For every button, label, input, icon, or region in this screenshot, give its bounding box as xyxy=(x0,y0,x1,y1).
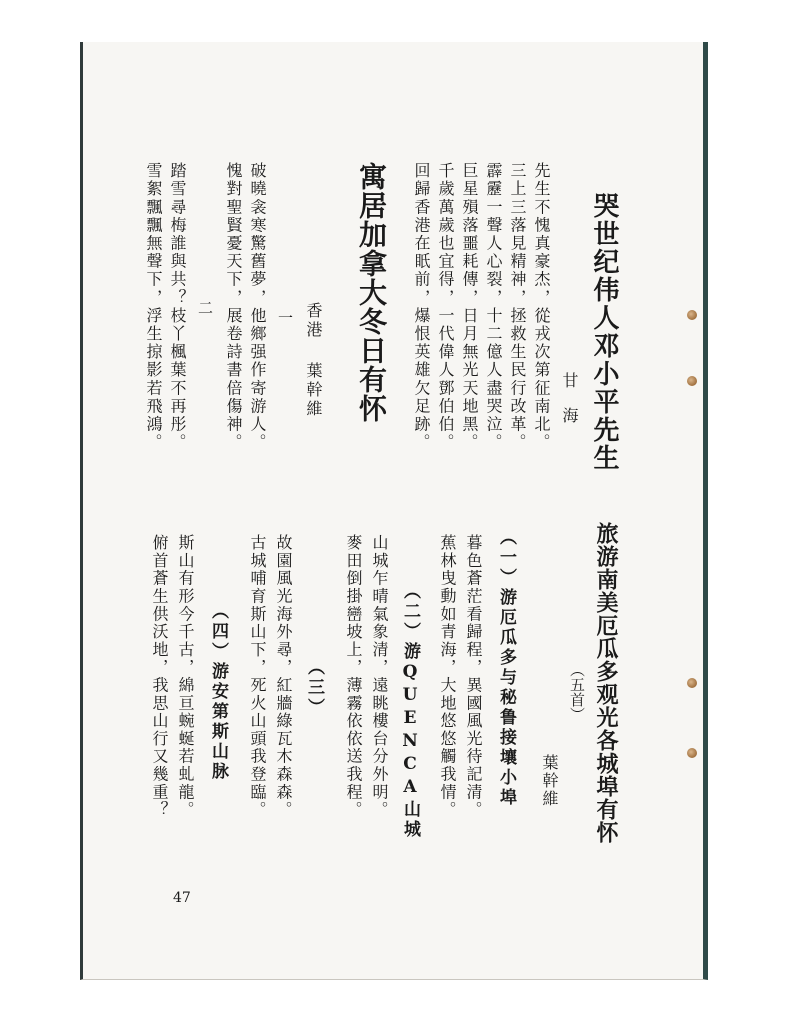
poem3-section4-heading: （四）游安第斯山脉 xyxy=(208,602,228,782)
poem3-line: 古城哺育斯山下，死火山頭我登臨。 xyxy=(248,534,267,819)
poem3-line: 暮色蒼茫看歸程，異國風光待記清。 xyxy=(464,534,483,819)
binding-pin xyxy=(687,376,697,386)
poem3-section2-heading: （二）游QUENCA山城 xyxy=(400,582,420,840)
poem3-line: 山城乍晴氣象清，遠眺樓台分外明。 xyxy=(370,534,389,819)
poem2-line: 愧對聖賢憂天下，展卷詩書倍傷神。 xyxy=(224,162,243,452)
book-page xyxy=(80,42,708,980)
binding-pin xyxy=(687,748,697,758)
poem3-section3-heading: （三） xyxy=(304,658,324,718)
poem3-title: 旅游南美厄瓜多观光各城埠有怀 xyxy=(593,522,619,844)
poem2-part1-label: 一 xyxy=(276,310,294,325)
poem3-section1-heading: （一）游厄瓜多与秘鲁接壤小埠 xyxy=(496,528,516,808)
poem1-line: 巨星殞落噩耗傳，日月無光天地黑。 xyxy=(460,162,479,452)
poem3-author: 葉幹維 xyxy=(540,754,559,808)
poem2-line: 雪絮飄飄無聲下，浮生掠影若飛鴻。 xyxy=(144,162,163,452)
poem1-line: 霹靂一聲人心裂，十二億人盡哭泣。 xyxy=(484,162,503,452)
binding-pin xyxy=(687,678,697,688)
poem3-line: 俯首蒼生供沃地，我思山行又幾重？ xyxy=(150,534,169,819)
page-number: 47 xyxy=(173,890,191,906)
poem1-line: 千歲萬歲也宜得，一代偉人鄧伯伯。 xyxy=(436,162,455,452)
poem1-line: 回歸香港在眂前，爆恨英雄欠足跡。 xyxy=(412,162,431,452)
poem3-count: （五首） xyxy=(568,662,586,722)
poem1-line: 先生不愧真豪杰，從戎次第征南北。 xyxy=(532,162,551,452)
poem3-line: 故園風光海外尋，紅牆綠瓦木森森。 xyxy=(274,534,293,819)
poem3-line: 蕉林曳動如青海，大地悠悠觸我情。 xyxy=(438,534,457,819)
binding-pin xyxy=(687,310,697,320)
poem3-line: 麥田倒掛巒坡上，薄霧依依送我程。 xyxy=(344,534,363,819)
poem2-line: 破曉衾寒驚舊夢，他鄉强作寄游人。 xyxy=(248,162,267,452)
poem3-line: 斯山有形今千古，綿亘蜿蜒若虬龍。 xyxy=(176,534,195,819)
poem2-line: 踏雪尋梅誰與共？枝丫楓葉不再彤。 xyxy=(168,162,187,452)
poem1-line: 三上三落見精神，拯救生民行改革。 xyxy=(508,162,527,452)
poem2-author: 香港 葉幹維 xyxy=(304,302,323,419)
poem2-title: 寓居加拿大冬日有怀 xyxy=(355,162,388,423)
poem2-part2-label: 二 xyxy=(196,300,214,315)
poem1-author: 甘 海 xyxy=(560,372,579,423)
poem1-title: 哭世纪伟人邓小平先生 xyxy=(589,192,619,472)
